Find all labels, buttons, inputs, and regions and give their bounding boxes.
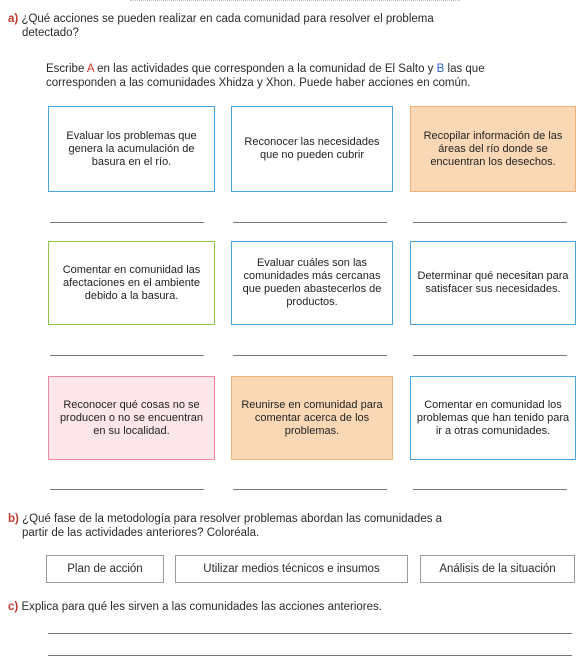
action-card-text: Evaluar los problemas que genera la acumulación de basura en el río. bbox=[66, 129, 197, 168]
question-a-label: a) bbox=[8, 13, 19, 25]
option-label: Plan de acción bbox=[67, 563, 143, 575]
option-analisis-situacion[interactable] bbox=[420, 555, 575, 583]
option-plan-de-accion[interactable] bbox=[46, 555, 164, 583]
action-card bbox=[48, 376, 215, 460]
answer-line[interactable] bbox=[50, 489, 204, 490]
instructions-line2: corresponden a las comunidades Xhidza y Xhon. Puede haber acciones en común. bbox=[46, 77, 471, 89]
instructions-part1: Escribe bbox=[46, 63, 87, 75]
question-c-text: Explica para qué les sirven a las comunidades las acciones anteriores. bbox=[21, 601, 382, 613]
question-b bbox=[8, 512, 442, 540]
answer-line[interactable] bbox=[233, 355, 387, 356]
action-card-text: Evaluar cuáles son las comunidades más cercanas que pueden abastecerlos de productos. bbox=[242, 257, 382, 308]
question-b-label: b) bbox=[8, 513, 19, 525]
instructions-part2: en las actividades que corresponden a la comunidad de El Salto y bbox=[93, 63, 437, 75]
writing-line[interactable] bbox=[48, 655, 572, 656]
question-a-line1: ¿Qué acciones se pueden realizar en cada comunidad para resolver el problema bbox=[21, 13, 434, 25]
answer-line[interactable] bbox=[50, 222, 204, 223]
action-card-text: Reconocer las necesidades que no pueden cubrir bbox=[244, 136, 380, 161]
action-card-text: Reunirse en comunidad para comentar acerca de los problemas. bbox=[241, 398, 383, 437]
answer-line[interactable] bbox=[413, 355, 567, 356]
letter-a: A bbox=[86, 63, 94, 75]
option-medios-tecnicos[interactable] bbox=[175, 555, 408, 583]
question-c-label: c) bbox=[8, 601, 19, 613]
action-card bbox=[231, 376, 393, 460]
option-label: Análisis de la situación bbox=[439, 563, 556, 575]
action-card bbox=[410, 106, 576, 192]
instructions-part3: las que bbox=[444, 63, 485, 75]
instructions bbox=[46, 62, 485, 90]
top-dotted-line bbox=[130, 0, 460, 2]
question-a bbox=[8, 12, 434, 40]
question-b-line2: partir de las actividades anteriores? Coloréala. bbox=[22, 527, 260, 539]
answer-line[interactable] bbox=[413, 489, 567, 490]
action-card bbox=[410, 241, 576, 325]
action-card bbox=[48, 241, 215, 325]
answer-line[interactable] bbox=[50, 355, 204, 356]
action-card bbox=[410, 376, 576, 460]
action-card-text: Comentar en comunidad las afectaciones en el ambiente debido a la basura. bbox=[62, 263, 201, 302]
action-card-text: Determinar qué necesitan para satisfacer sus necesidades. bbox=[417, 270, 569, 295]
letter-b: B bbox=[436, 63, 445, 75]
question-a-line2: detectado? bbox=[22, 27, 79, 39]
answer-line[interactable] bbox=[233, 222, 387, 223]
answer-line[interactable] bbox=[233, 489, 387, 490]
question-b-line1: ¿Qué fase de la metodología para resolver problemas abordan las comunidades a bbox=[22, 513, 443, 525]
option-label: Utilizar medios técnicos e insumos bbox=[203, 563, 380, 575]
writing-line[interactable] bbox=[48, 633, 572, 634]
question-c bbox=[8, 600, 382, 614]
action-card bbox=[231, 241, 393, 325]
answer-line[interactable] bbox=[413, 222, 567, 223]
action-card-text: Recopilar información de las áreas del río donde se encuentran los desechos. bbox=[423, 129, 563, 168]
action-card-text: Reconocer qué cosas no se producen o no se encuentran en su localidad. bbox=[59, 398, 204, 437]
action-card bbox=[48, 106, 215, 192]
action-card bbox=[231, 106, 393, 192]
action-card-text: Comentar en comunidad los problemas que han tenido para ir a otras comunidades. bbox=[416, 398, 570, 437]
